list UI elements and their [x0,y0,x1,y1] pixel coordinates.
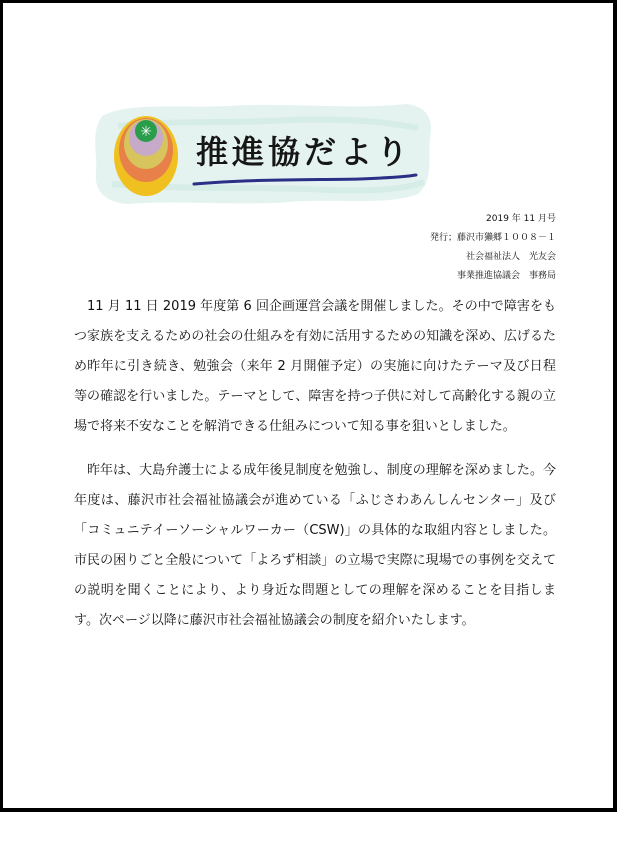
issue-date: 2019 年 11 月号 [486,214,556,224]
publisher-address: 発行；藤沢市獺郷１００８－１ [429,233,556,243]
article-paragraph: 11 月 11 日 2019 年度第 6 回企画運営会議を開催しました。その中で障害をもつ家族を支えるための社会の仕組みを有効に活用するための知識を深め、広げるため昨年に引き続き、勉強会（来年 2 月開催予定）の実施に向けたテーマ及び日程等の確認を行いました。テーマとして、障害を持つ子供に対して高齢化する親の立場で将来不安なことを解消できる仕組みについて知る事を狙いとしました。 [74,299,556,434]
title-underline [190,172,420,188]
article-paragraph: 昨年は、大島弁護士による成年後見制度を勉強し、制度の理解を深めました。今年度は、藤沢市社会福祉協議会が進めている「ふじさわあんしんセンター」及び「コミュニテイーソーシャルワーカー（CSW)」の具体的な取組内容としました。市民の困りごと全般について「よろず相談」の立場で実際に現場での事例を交えての説明を聞くことにより、より身近な問題としての理解を深めることを目指します。次ページ以降に藤沢市社会福祉協議会の制度を紹介いたします。 [74,463,556,628]
circle-logo-icon [112,112,182,198]
corporation-name: 社会福祉法人 光友会 [465,252,556,262]
article-body [74,292,556,637]
issue-info [430,210,556,286]
newsletter-title: 推進協だより [196,133,413,171]
office-name: 事業推進協議会 事務局 [456,271,556,281]
svg-text:✳: ✳ [140,124,152,140]
